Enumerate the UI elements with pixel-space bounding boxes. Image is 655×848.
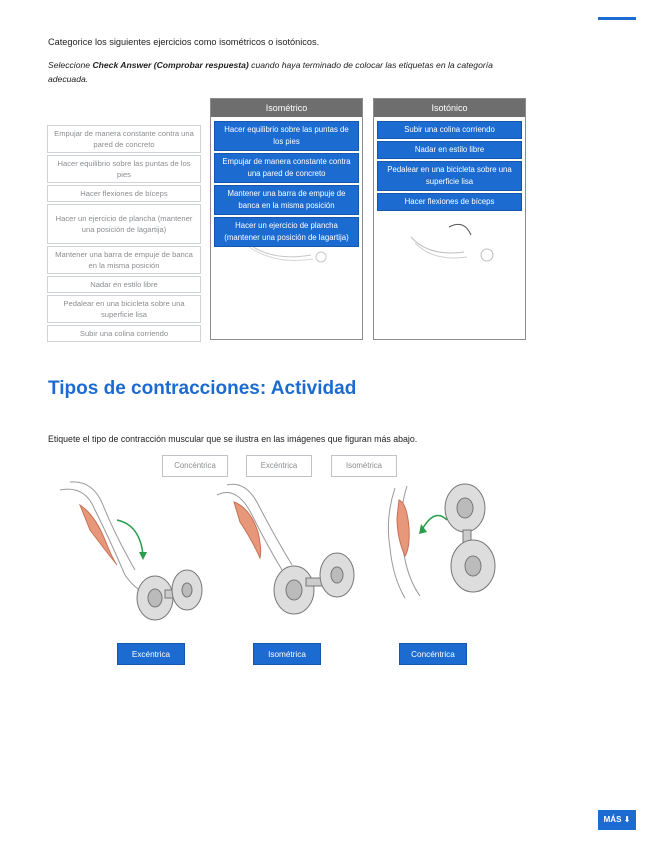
- placed-chip[interactable]: Hacer equilibrio sobre las puntas de los pies: [214, 121, 359, 151]
- placed-chip[interactable]: Mantener una barra de empuje de banca en la misma posición: [214, 185, 359, 215]
- exercise-intro: Categorice los siguientes ejercicios como isométricos o isotónicos.: [48, 37, 320, 47]
- bucket-header: Isotónico: [374, 99, 525, 117]
- source-item[interactable]: Hacer flexiones de bíceps: [47, 185, 201, 202]
- source-item[interactable]: Mantener una barra de empuje de banca en la misma posición: [47, 246, 201, 274]
- arm-dumbbell-illustration-3: [375, 478, 535, 633]
- activity-instruction: Etiquete el tipo de contracción muscular que se ilustra en las imágenes que figuran más abajo.: [48, 434, 418, 444]
- answer-drop-zone[interactable]: Excéntrica: [117, 643, 185, 665]
- bucket-header: Isométrico: [211, 99, 362, 117]
- bucket-illustration: [409, 217, 499, 267]
- placed-chip[interactable]: Empujar de manera constante contra una pared de concreto: [214, 153, 359, 183]
- label-bank-item[interactable]: Concéntrica: [162, 455, 228, 477]
- exercise-instruction: Seleccione Check Answer (Comprobar respuesta) cuando haya terminado de colocar las etiquetas en la categoría adecuada.: [48, 60, 493, 84]
- section-title: Tipos de contracciones: Actividad: [48, 378, 357, 399]
- answer-drop-zone[interactable]: Isométrica: [253, 643, 321, 665]
- source-label-list: [47, 125, 201, 344]
- placed-chip[interactable]: Nadar en estilo libre: [377, 141, 522, 159]
- bucket-isometrico[interactable]: [210, 98, 363, 340]
- label-bank-item[interactable]: Isométrica: [331, 455, 397, 477]
- source-item[interactable]: Hacer equilibrio sobre las puntas de los pies: [47, 155, 201, 183]
- placed-chip[interactable]: Hacer flexiones de bíceps: [377, 193, 522, 211]
- top-accent-bar: [598, 17, 636, 20]
- arm-dumbbell-illustration-2: [212, 480, 372, 635]
- placed-chip[interactable]: Subir una colina corriendo: [377, 121, 522, 139]
- label-bank-item[interactable]: Excéntrica: [246, 455, 312, 477]
- source-item[interactable]: Empujar de manera constante contra una pared de concreto: [47, 125, 201, 153]
- bucket-isotonico[interactable]: [373, 98, 526, 340]
- source-item[interactable]: Subir una colina corriendo: [47, 325, 201, 342]
- arm-dumbbell-illustration-1: [55, 480, 215, 635]
- placed-chip[interactable]: Pedalear en una bicicleta sobre una superficie lisa: [377, 161, 522, 191]
- placed-chip[interactable]: Hacer un ejercicio de plancha (mantener una posición de lagartija): [214, 217, 359, 247]
- answer-drop-zone[interactable]: Concéntrica: [399, 643, 467, 665]
- more-button[interactable]: MÁS ⬇: [598, 810, 636, 830]
- source-item[interactable]: Pedalear en una bicicleta sobre una superficie lisa: [47, 295, 201, 323]
- source-item[interactable]: Hacer un ejercicio de plancha (mantener una posición de lagartija): [47, 204, 201, 244]
- source-item[interactable]: Nadar en estilo libre: [47, 276, 201, 293]
